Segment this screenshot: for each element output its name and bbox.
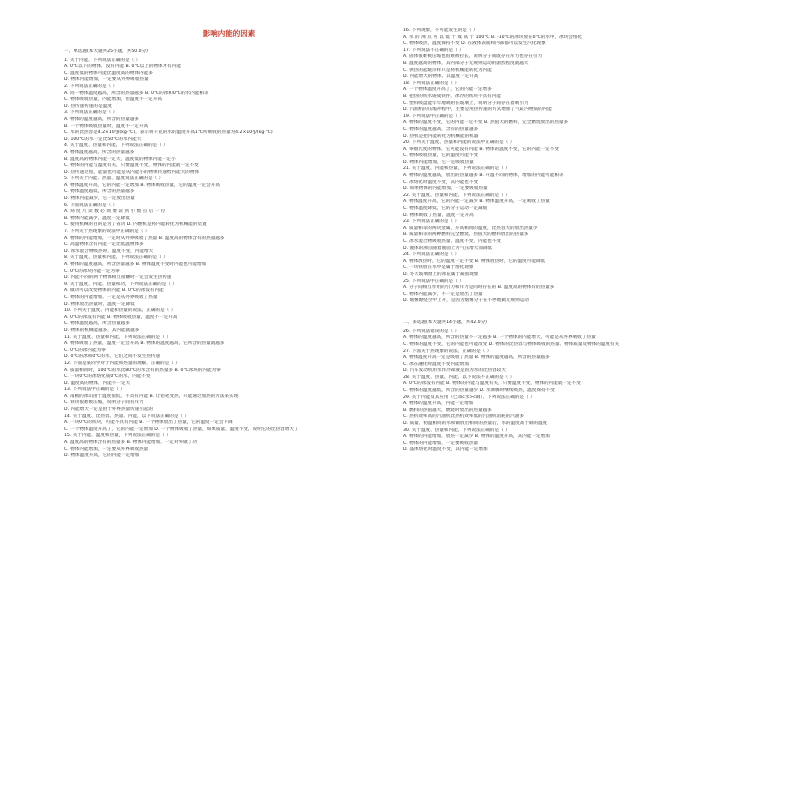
question-line: D. 物体的机械能越多，其内能就越多 xyxy=(64,327,140,333)
question-line: D. 物体吸收了热量，温度一定升高 xyxy=(403,212,474,218)
question-line: A. 分子间相互作用的引力和斥力是同时存在的 B. 温度高的物体有的热量多 xyxy=(403,285,555,291)
question-line: C. 一块铁放在水中是属于熔化现象 xyxy=(403,265,474,271)
question-line: C. 使用机械的目的是为了省功 D. 内燃机是将内能转化为机械能的装置 xyxy=(64,222,207,228)
question-line: A. 物体的温度升高，内能一定增加 xyxy=(403,401,474,407)
question-line: 3. 下列说法正确的是（ ） xyxy=(64,110,118,116)
question-line: D. 温度高的物体，内能不一定大 xyxy=(64,380,131,386)
question-line: D. 物体放出热量时，温度一定降低 xyxy=(64,301,135,307)
question-line: C. 冰熔化时温度不变，其内能也不变 xyxy=(403,179,479,185)
question-line: A. 物体的内能增加，一定时从外界吸收了热量 B. 温度高的物体含有的热量越多 xyxy=(64,235,225,241)
question-line: C. 水的比热容是4.2×10³J/(kg·℃)，表示将千克的水的温度升高1℃所吸收的热量为4.2×10³J/(kg·℃) xyxy=(64,130,273,136)
question-line: 5. 下列关于内能、热量、温度说法正确的是（ ） xyxy=(64,176,164,182)
question-line: A. 质量相同时，100℃的水比80℃的水含有的热量多 B. 0℃冰块的内能为零 xyxy=(64,367,221,373)
question-line: A. 物体温度越高，所含的热量越多 xyxy=(64,149,135,155)
question-line: D. 0℃的冰和0℃的水，它们之间不发生热传递 xyxy=(64,354,161,360)
section-heading: 二、多选题(本大题共14小题，共42.0分) xyxy=(403,320,487,326)
question-line: C. 一个物体温度升高了，它的内能一定增加 D. 一个物体吸收了热量，如果质量、温度不变，说明它的比热容增大了 xyxy=(64,426,299,432)
section-heading: 一、单选题(本大题共25小题，共50.0分) xyxy=(64,49,148,54)
question-line: A. 物体吸收了热量，温度一定会升高 B. 物体的温度越高，它所含的热量就越多 xyxy=(64,341,225,347)
question-line: C. 物体吸收热量，它的温度可能不变 xyxy=(403,153,479,159)
question-line: C. 0℃的冰内能为零 xyxy=(64,347,106,353)
question-line: D. 热机是把内能转化为机械能的机器 xyxy=(403,133,479,139)
question-line: C. 物体温度降低，它的分子运动一定减缓 xyxy=(403,206,488,212)
question-line: C. 供热的起暖洋样只是将机械能转化为内能 xyxy=(403,67,492,73)
question-line: A. 质量相等的两块金属，升高相同的温度，比热容大的放出热量少 xyxy=(403,225,538,231)
question-line: D. 物体内能增加，一定要从外界吸收热量 xyxy=(64,77,149,83)
question-line: A. 刻 度 尺 读 数 必 须 要 读 到 小 数 点 后 一 位 xyxy=(64,209,166,215)
question-line: B. 一个物体吸收热量时，温度不一定升高 xyxy=(64,123,149,129)
question-line: C. 物体的温度越高，含有的热量越多 xyxy=(403,126,479,132)
question-line: D. 烟雾缭绕空中上升，是因为烟雾分子在不停地做无规则运动 xyxy=(403,298,529,304)
question-line: 17. 下列说法不正确的是（ ） xyxy=(403,47,464,53)
question-line: 12. 下面是某同学对于内能和热量的理解，正确的是（ ） xyxy=(64,360,180,366)
question-line: B. 燃料的热值越大，燃烧时放出的热量越多 xyxy=(403,407,492,413)
question-line: 21. 关于温度、内能和热量，下列说法正确的是（ ） xyxy=(403,166,510,172)
question-line: D. 冬天玻璃窗上的冰花属于凝固现象 xyxy=(403,271,479,277)
question-line: C. 温度低的物体可能比温度高的物体内能多 xyxy=(64,70,153,76)
question-line: D. 内能增大的物体，其温度一定升高 xyxy=(403,74,479,80)
question-line: A. 0℃的冰没有内能 B. 物体吸收热量，温度不一定升高 xyxy=(64,314,178,320)
question-line: 19. 下列说法中正确的是（ ） xyxy=(403,113,464,119)
question-line: D. 质量、初温相同的水和铜放出相同的热量后，水的温度高于铜的温度 xyxy=(403,421,548,427)
question-line: D. 热传递传递的是温度 xyxy=(64,103,112,109)
question-line: 9. 关于温度、内能、热量和功，下列说法正确的是（ ） xyxy=(64,281,177,287)
question-line: A. 物体温度升高，它的内能一定增加 B. 物体吸收热量，它的温度一定会升高 xyxy=(64,182,220,188)
document-title: 影响内能的因素 xyxy=(202,29,256,38)
question-line: C. 物体的温度不变，它的内能也可能改变 D. 物体的比热容与物体吸收的热量、物体质量及物体的温度有关 xyxy=(403,341,620,347)
question-line: 4. 关于温度、热量和内能，下列说法正确的是（ ） xyxy=(64,143,168,149)
question-line: C. 0℃的冰块内能一定为零 xyxy=(64,268,120,274)
question-line: 14. 关于温度、比热容、热量、内能，以下说法正确的是（ ） xyxy=(64,413,190,419)
question-line: C. 物体温度越高，所含热量越多 xyxy=(64,321,130,327)
question-line: 29. 关于内能及其应用（已知c水>c铜），下列说法正确的是（ ） xyxy=(403,394,535,400)
right-column xyxy=(403,28,733,454)
question-line: D. 液体的沸点随着液面上方气压增大而降低 xyxy=(403,245,493,251)
question-line: 8. 关于温度、热量和内能，下列说法正确的是（ ） xyxy=(64,255,168,261)
question-line: C. 物体的内能增加，一定是从外界吸收了热量 xyxy=(64,294,158,300)
question-line: A. 南极的冰山由于温度很低，不具有内能 B. 让铅笔变热，只能通过加热的方法来实现 xyxy=(64,393,239,399)
question-line: C. 高温物体含有内能一定比低温物体多 xyxy=(64,242,144,248)
question-line: 7. 下列关于热现象的说法中正确的是（ ） xyxy=(64,229,150,235)
question-line: D. 物体温度升高，它的内能一定增加 xyxy=(64,453,140,459)
question-line xyxy=(403,305,733,312)
question-line: A. 做功可以改变物体的内能 B. 0℃的冰没有内能 xyxy=(64,288,164,294)
question-line: A. 物体的温度越高，所含的热量不一定越多 B. 一个物体的内能增大，可能是从外界吸收了热量 xyxy=(403,335,596,341)
question-line: A. 物体的内能增加，放热一定减少 B. 物体的温度升高，其内能一定增加 xyxy=(403,434,550,440)
question-line: B. 温度高的物体内能一定大，温度低的物体内能一定小 xyxy=(64,156,176,162)
question-line: A. 物体的温度越高，放出的热量越多 B. 升温不同的物体，增加的内能可能相等 xyxy=(403,173,564,179)
question-line: 24. 下列说法正确的是（ ） xyxy=(403,252,460,258)
question-line: A. 温度高的物体含有的热量多 B. 物体内能增加，一定对外做了功 xyxy=(64,440,197,446)
question-line: C. 铁块很难被压缩，说明分子间有斥力 xyxy=(64,400,144,406)
question-line: D. 汽车发动机用水作冷却液是因为水的比热容较大 xyxy=(403,368,506,374)
question-line: B. 质量相等的两种燃料完全燃烧，热值大的燃料放出的热量多 xyxy=(403,232,529,238)
question-line: A. 水 的 沸 点 可 以 低 于 或 高 于 100℃ B. -10℃的冰块放在0℃的水中，冰块会熔化 xyxy=(403,34,583,40)
question-line: 18. 下列说法正确的是（ ） xyxy=(403,80,460,86)
question-line: 16. 下列现象，不可能发生的是（ ） xyxy=(403,28,478,33)
question-line: B. 把热的铁水铸成铁件，冰冷的铁块不具有内能 xyxy=(403,93,501,99)
question-line: D. 内能增大一定是由于外界热量传递引起的 xyxy=(64,407,154,413)
question-line: A. 固体很难被压缩也很难被拉长，说明分子间既存在斥力也存在引力 xyxy=(403,54,543,60)
question-line: 22. 关于温度、热量和内能，下列说法正确的是（ ） xyxy=(403,192,510,198)
question-line: C. 物体的内能与温度有关，只要温度不变，物体的内能就一定不变 xyxy=(64,163,199,169)
question-line: A. 物体的温度不变，它的内能一定不变 B. 热值大的燃料，完全燃烧放出的热量多 xyxy=(403,120,569,126)
question-line: A. 物体温度升高一定是吸收了热量 B. 物体的温度越高，所含的热量越多 xyxy=(403,355,550,361)
question-line: C. 物体的温度越低，所含的热量越少 D. 水沸腾时继续吸热，温度保持不变 xyxy=(403,388,555,394)
question-line: C. 物体吸热，温度保持不变 D. 在液体表面和内部都可以发生汽化现象 xyxy=(403,41,546,47)
question-line: C. 一块0℃的冰熔化成0℃的水，内能不变 xyxy=(64,374,151,380)
question-line: C. 物体内能减少，不一定是放出了热量 xyxy=(403,291,483,297)
left-question-list xyxy=(64,49,394,460)
question-line: A. 同一物体温度越高，所含的热量越多 B. 0℃的冰和0℃的水内能相等 xyxy=(64,90,209,96)
question-line: D. 如果物体的内能增加，一定要吸收热量 xyxy=(403,186,488,192)
question-line: D. 内能不同的两个物体相互接触时一定会发生热传递 xyxy=(64,275,172,281)
question-line: C. 物体的内能增加，一定要吸收热量 xyxy=(403,440,479,446)
question-line: 15. 关于内能、温度和热量，下列说法正确的是（ ） xyxy=(64,433,171,439)
question-line: 27. 下面关于热现象的说法，正确的是（ ） xyxy=(403,348,492,354)
question-line: A. 零摄氏度的物体，它可能没有内能 B. 物体的温度不变，它的内能一定不变 xyxy=(403,146,559,152)
question-line: D. 晶体熔化时温度不变，其内能一定增加 xyxy=(403,447,488,453)
question-line: D. 物体内能增加，它一定吸收热量 xyxy=(403,159,474,165)
question-line: D. 热传递过程，能量也可能是从内能小的物体传递给内能大的物体 xyxy=(64,169,200,175)
question-line: A. 物体的温度越高，所含的热量越多 xyxy=(64,116,139,122)
left-column xyxy=(64,28,394,460)
question-line: C. 塑料吸盘能牢牢地吸附在玻璃上，说明分子间存在着吸引力 xyxy=(403,100,529,106)
question-line: A. 0℃以下的物体，没有内能 B. 0℃以上的物体才有内能 xyxy=(64,64,181,70)
question-line: 10. 下列关于温度、内能和热量的说法，正确的是（ ） xyxy=(64,308,176,314)
right-question-list xyxy=(403,28,733,454)
question-line xyxy=(403,312,733,319)
question-line: A. 物体温度升高，它的内能一定减少 B. 物体温度升高，一定吸收了热量 xyxy=(403,199,550,205)
question-line: A. 0℃的冰没有内能 B. 物体的内能与温度有关，只要温度不变，物体的内能就一定不变 xyxy=(403,381,581,387)
question-line: 25. 下列说法中正确的是（ ） xyxy=(403,278,464,284)
question-line: D. 物体内能减少，它一定放出热量 xyxy=(64,196,135,202)
question-line: C. 物体吸收热量，内能增加，但温度不一定升高 xyxy=(64,97,163,103)
question-line: C. 冰水混合物吸收热量，温度不变，内能也不变 xyxy=(403,239,502,244)
question-line: C. 冰在融化时温度不变内能增加 xyxy=(403,361,469,367)
question-line: 26. 下列说法错误的是（ ） xyxy=(403,328,460,334)
question-line: D. 汽油机的压缩冲程中，主要是用热传递的方式增加了气缸内物质的内能 xyxy=(403,107,552,113)
question-line: 13. 下列说法中正确的是（ ） xyxy=(64,387,125,393)
question-line: 6. 下面说法正确的是（ ） xyxy=(64,202,118,208)
question-line: 20. 下列关于温度、热量和内能的说法中正确的是（ ） xyxy=(403,140,515,146)
question-line: A. 一个物体温度升高了，它的内能一定增多 xyxy=(403,87,492,93)
question-line: B. 温度越高的物体，其内部分子无规则运动的剧烈程度就越大 xyxy=(403,60,529,66)
question-line: 2. 下列说法正确的是（ ） xyxy=(64,83,118,89)
question-line: B. 物体内能减少，温度一定降低 xyxy=(64,215,130,221)
question-line: D. 100℃的水一定比50℃的水内能大 xyxy=(64,136,142,142)
question-line: 11. 关于温度、热量和内能，下列说法正确的是（ ） xyxy=(64,334,171,340)
question-line: 1. 关于内能，下列说法正确的是（ ） xyxy=(64,57,141,63)
question-line: 28. 关于温度、热量、内能，以下说法不正确的是（ ） xyxy=(403,374,515,380)
question-line: 23. 下列说法正确的是（ ） xyxy=(403,219,460,225)
question-line: A. 物体放热时，它的温度一定不变 B. 物体放热时，它的温度可能降低 xyxy=(403,258,546,264)
question-line: A. 一块0℃的铁块，可能不具有内能 B. 一个物体放出了热量，它的温度一定会下降 xyxy=(64,420,233,426)
question-line: A. 物体的温度越高，所含热量越多 B. 物体温度不变时内能也可能增加 xyxy=(64,262,207,267)
question-line: C. 热机效率高的汽油机比热机效率低的汽油机消耗的汽油多 xyxy=(403,414,524,420)
question-line: D. 冰水混合物吸热时，温度不变，内能增大 xyxy=(64,248,154,254)
question-line: 30. 关于温度、热量和内能，下列说法正确的是（ ） xyxy=(403,427,510,433)
question-line: C. 物体温度越低，所含的热量越多 xyxy=(64,189,135,195)
question-line: C. 物体内能增加，一定要从外界吸收热量 xyxy=(64,446,149,452)
